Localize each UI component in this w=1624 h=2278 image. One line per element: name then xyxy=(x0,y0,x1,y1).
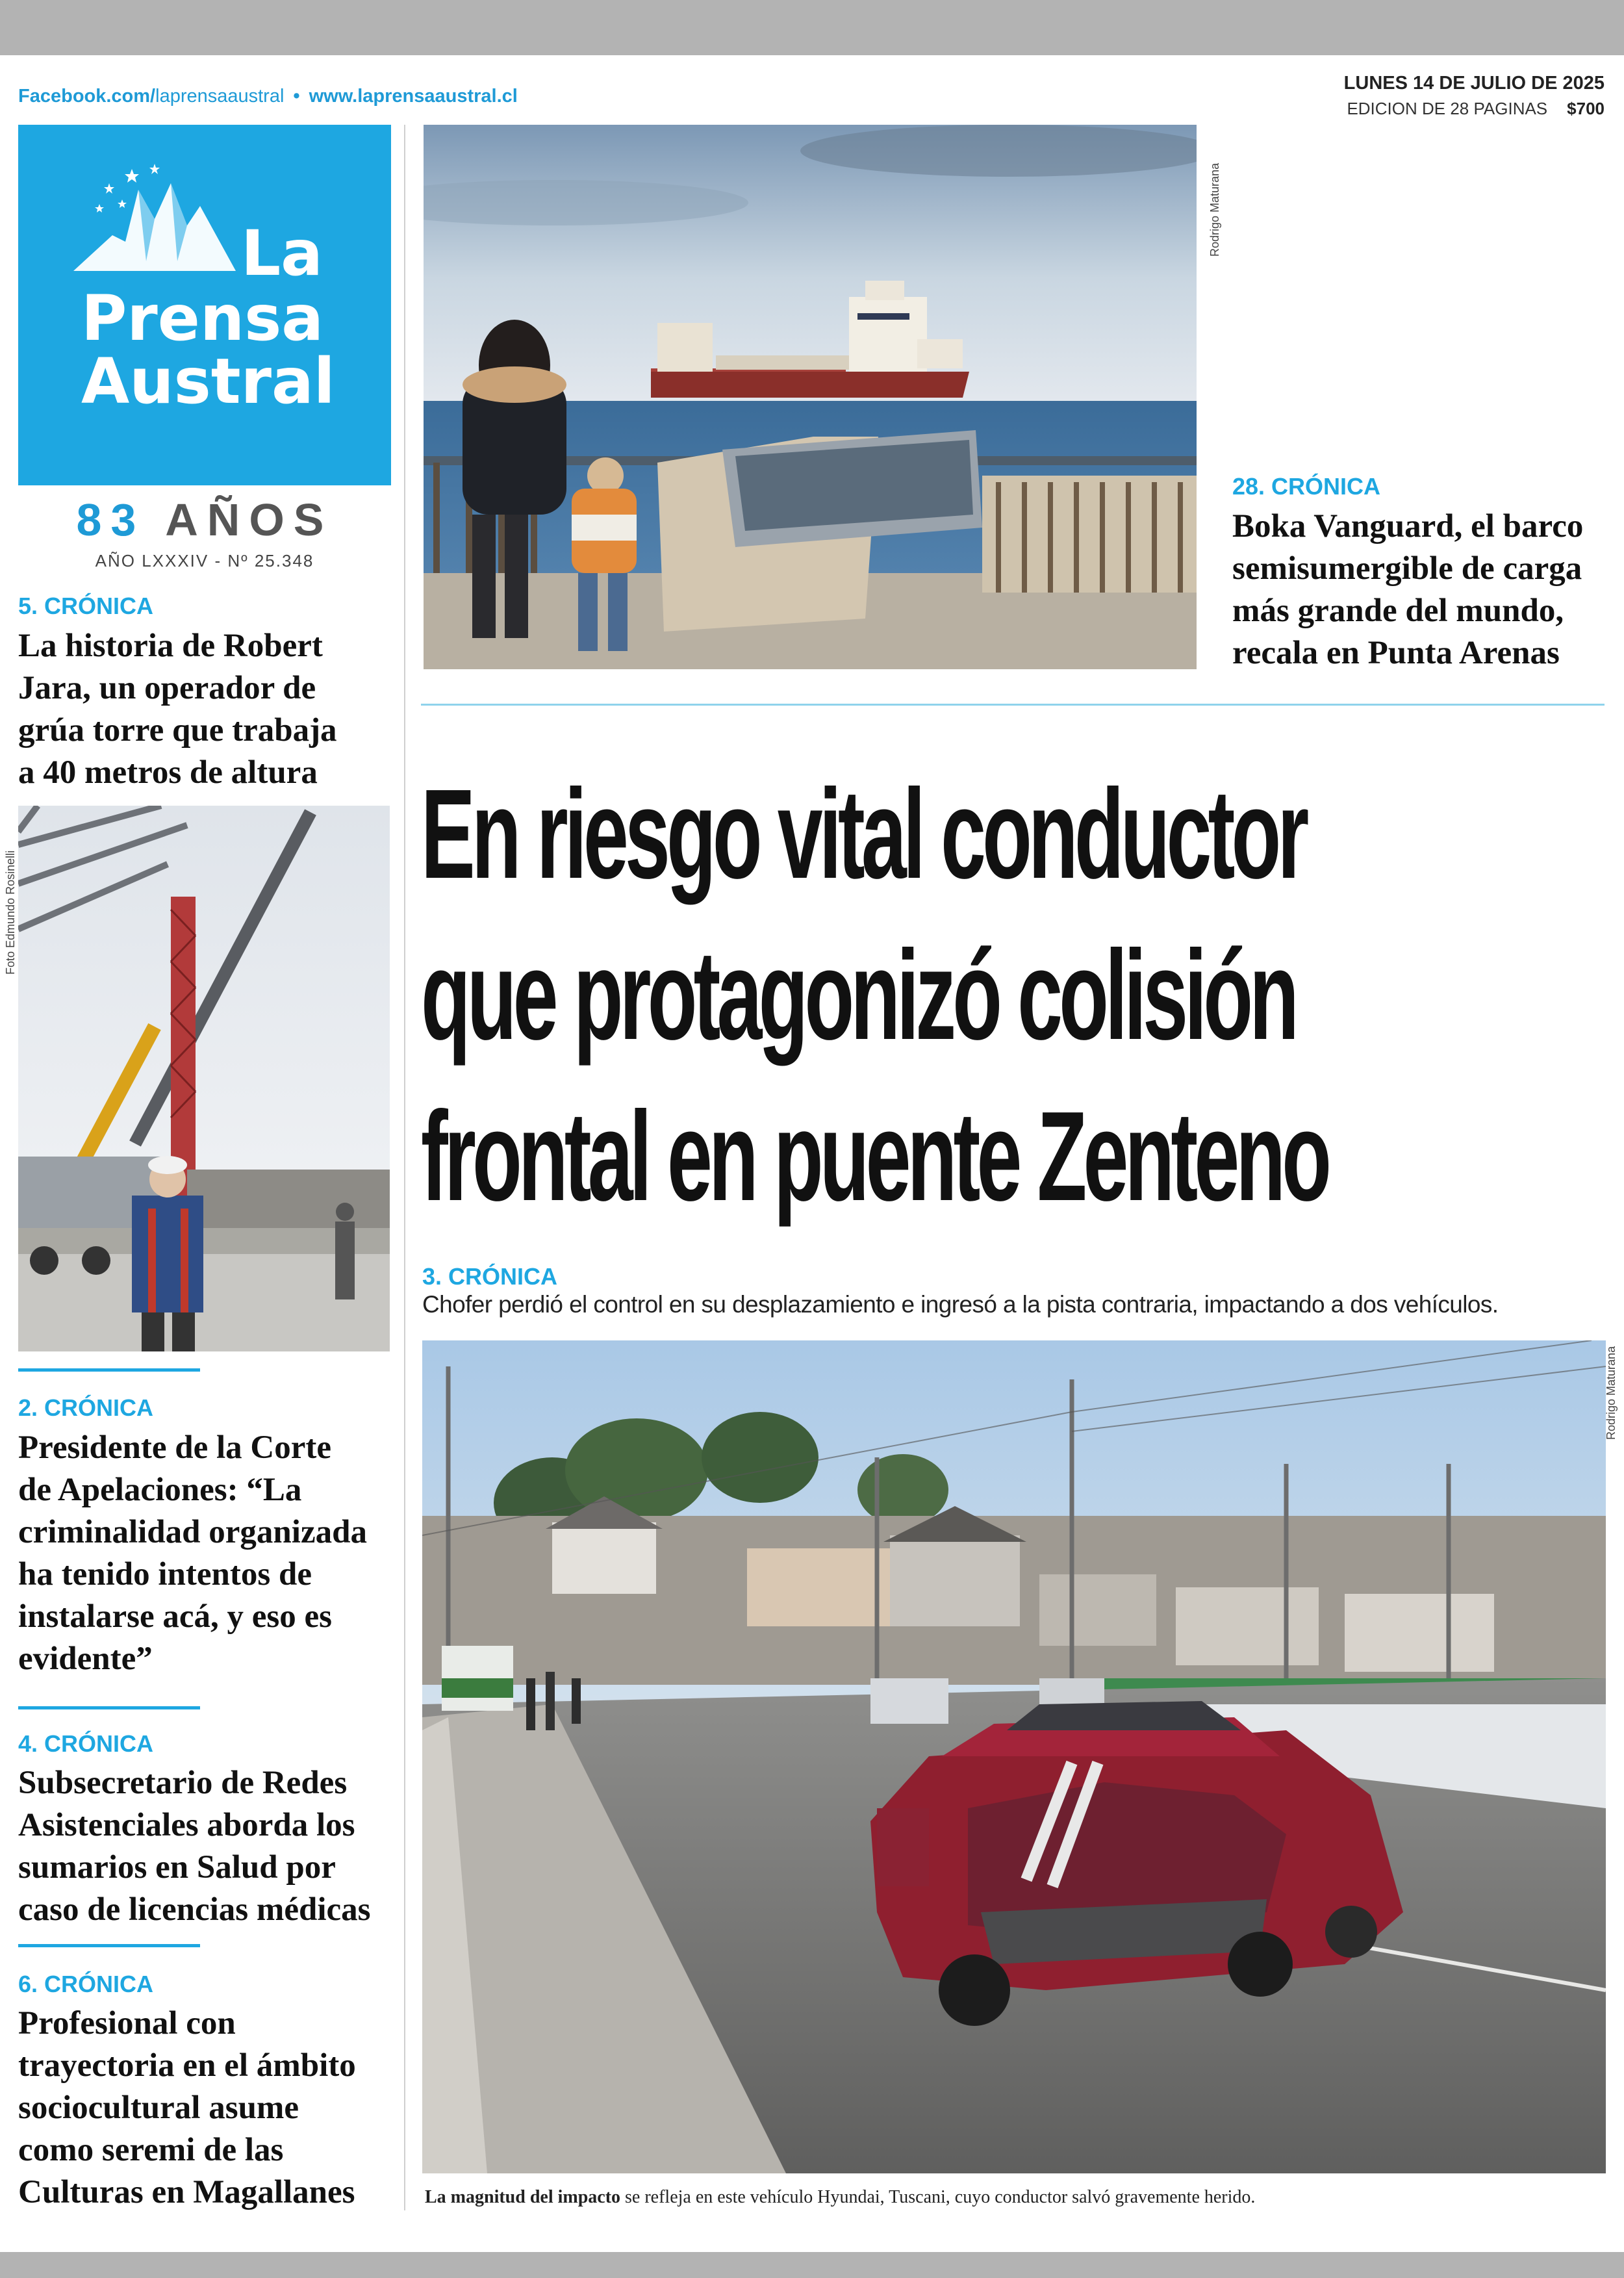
separator-dot: • xyxy=(293,86,300,107)
logo-text-prensa: Prensa xyxy=(81,282,324,355)
facebook-link[interactable]: Facebook.com/laprensaaustral xyxy=(18,86,285,107)
section-divider xyxy=(421,704,1605,706)
top-border xyxy=(0,0,1624,55)
photo-credit: Rodrigo Maturana xyxy=(1208,162,1221,257)
photo-caption: La magnitud del impacto se refleja en este vehículo Hyundai, Tuscani, cuyo conductor salvó gravemente herido. xyxy=(425,2187,1256,2207)
crane-operator-photo xyxy=(18,806,390,1351)
main-story-section-label: 3. CRÓNICA xyxy=(422,1263,558,1290)
photo-credit: Foto Edmundo Rosinelli xyxy=(4,850,17,975)
section-rule xyxy=(18,1706,200,1709)
social-links xyxy=(18,86,518,107)
issue-date: LUNES 14 DE JULIO DE 2025 xyxy=(1343,73,1605,94)
logo-text-la: La xyxy=(241,217,323,290)
mountains-stars-icon xyxy=(73,164,236,281)
top-story-headline[interactable]: Boka Vanguard, el barco semisumergible de carga más grande del mundo, recala en Punta Arenas xyxy=(1232,508,1584,671)
main-headline[interactable]: En riesgo vital conductor que protagonizó colisión frontal en puente Zenteno xyxy=(421,763,1328,1227)
story-headline[interactable]: Profesional con trayectoria en el ámbito sociocultural asume como seremi de las Culturas en Magallanes xyxy=(18,2005,356,2210)
story-headline[interactable]: La historia de Robert Jara, un operador de grúa torre que trabaja a 40 metros de altura xyxy=(18,628,337,791)
anniversary-years: 83 AÑOS xyxy=(76,494,333,545)
story-section-label: 5. CRÓNICA xyxy=(18,593,154,619)
ship-photo xyxy=(424,125,1197,669)
story-headline[interactable]: Presidente de la Corte de Apelaciones: “La criminalidad organizada ha tenido intentos de instalarse acá, y eso es evidente” xyxy=(18,1429,367,1677)
story-headline[interactable]: Subsecretario de Redes Asistenciales aborda los sumarios en Salud por caso de licencias médicas xyxy=(18,1765,371,1928)
bottom-border xyxy=(0,2252,1624,2278)
story-section-label: 4. CRÓNICA xyxy=(18,1730,154,1757)
website-link[interactable]: www.laprensaaustral.cl xyxy=(309,86,518,107)
story-section-label: 6. CRÓNICA xyxy=(18,1971,154,1997)
story-section-label: 28. CRÓNICA xyxy=(1232,473,1381,500)
main-story-lede: Chofer perdió el control en su desplazamiento e ingresó a la pista contraria, impactando a dos vehículos. xyxy=(422,1291,1499,1318)
issue-number: AÑO LXXXIV - Nº 25.348 xyxy=(95,551,314,570)
price: $700 xyxy=(1567,99,1605,118)
story-section-label: 2. CRÓNICA xyxy=(18,1394,154,1421)
section-rule xyxy=(18,1368,200,1372)
masthead-logo[interactable] xyxy=(18,125,391,485)
photo-credit: Rodrigo Maturana xyxy=(1605,1346,1618,1440)
logo-text-austral: Austral xyxy=(81,345,335,418)
edition-info: EDICION DE 28 PAGINAS $700 xyxy=(1347,99,1605,118)
column-divider xyxy=(404,125,405,2210)
section-rule xyxy=(18,1944,200,1947)
crash-photo xyxy=(422,1340,1606,2173)
